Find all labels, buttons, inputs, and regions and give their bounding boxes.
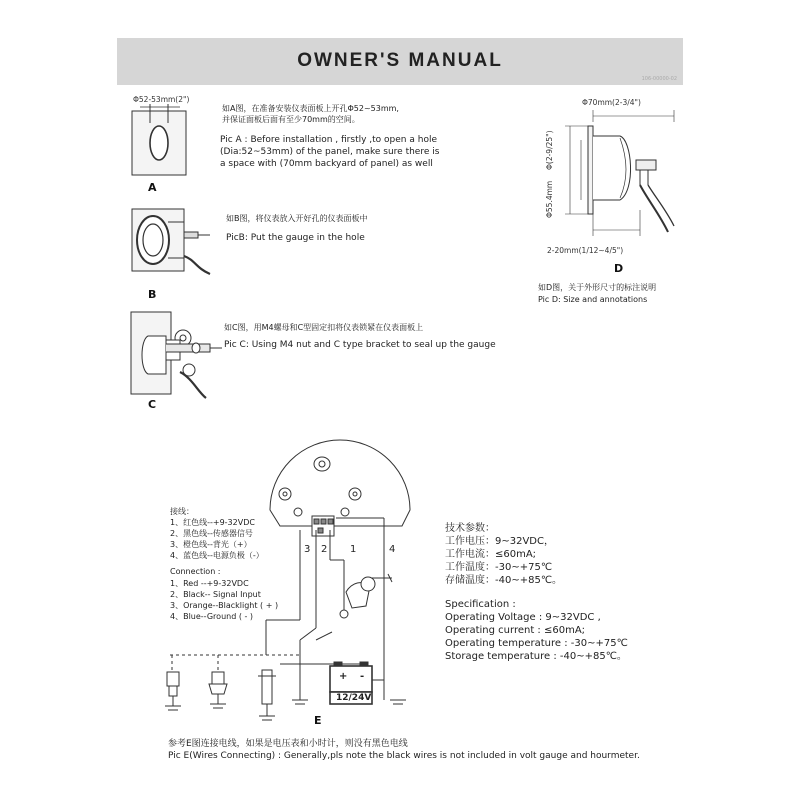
pic-a-zh-line-2: 并保证面板后面有至少70mm的空间。 <box>222 115 360 124</box>
wiring-zh-item: 3、橙色线--背光（+） <box>170 540 252 549</box>
pic-a-en-line-2: (Dia:52~53mm) of the panel, make sure there is <box>220 147 440 157</box>
wiring-zh-item: 4、蓝色线--电源负极（-） <box>170 551 264 560</box>
pic-c-en: Pic C: Using M4 nut and C type bracket to seal up the gauge <box>224 340 496 350</box>
pic-a-hole-dimension: Φ52-53mm(2") <box>133 95 190 104</box>
pic-d-dim-left-big: Φ55.4mm <box>545 180 554 218</box>
pic-d-illustration <box>565 110 674 236</box>
pic-c-illustration <box>131 312 222 398</box>
pic-c-label: C <box>148 398 157 411</box>
footer-en: Pic E(Wires Connecting) : Generally,pls note the black wires is not included in volt gauge and hourmeter. <box>168 751 640 761</box>
wire-number: 3 <box>304 544 311 555</box>
pic-d-zh: 如D图，关于外形尺寸的标注说明 <box>538 283 657 292</box>
pic-d-label: D <box>614 262 624 275</box>
pic-b-zh: 如B图，将仪表放入开好孔的仪表面板中 <box>226 214 368 223</box>
pic-b-en: PicB: Put the gauge in the hole <box>226 233 365 243</box>
pic-b-label: B <box>148 288 157 301</box>
battery-minus: - <box>360 671 365 682</box>
specs-en-item: Storage temperature : -40~+85℃。 <box>445 651 627 662</box>
specs-en-item: Operating temperature : -30~+75℃ <box>445 638 628 649</box>
pic-d-dim-left-small: Φ(2-9/25") <box>545 130 554 170</box>
specs-zh-item: 工作电流：≤60mA; <box>445 549 537 560</box>
specs-en-item: Operating Voltage : 9~32VDC , <box>445 612 601 623</box>
pic-a-illustration <box>132 104 186 175</box>
battery-plus: + <box>339 671 348 682</box>
footer-zh: 参考E图连接电线，如果是电压表和小时计，则没有黑色电线 <box>168 739 408 749</box>
wiring-en-title: Connection : <box>170 567 221 576</box>
pic-b-illustration <box>132 209 210 274</box>
pic-a-en-line-3: a space with (70mm backyard of panel) as well <box>220 159 433 169</box>
pic-c-zh: 如C图，用M4螺母和C型固定扣将仪表锁紧在仪表面板上 <box>224 323 424 332</box>
wiring-en-item: 3、Orange--Blacklight ( + ) <box>170 601 279 610</box>
specs-zh-title: 技术参数： <box>445 523 495 534</box>
wiring-zh-item: 1、红色线--+9-32VDC <box>170 518 255 527</box>
pic-e-label: E <box>314 714 322 727</box>
wire-number: 1 <box>350 544 357 555</box>
specs-zh-item: 存储温度：-40~+85℃。 <box>445 575 563 586</box>
wiring-en-item: 2、Black-- Signal Input <box>170 590 261 599</box>
specs-en-item: Operating current : ≤60mA; <box>445 625 586 636</box>
page-title: OWNER'S MANUAL <box>297 50 503 71</box>
battery-voltage: 12/24V <box>336 693 372 703</box>
wiring-zh-item: 2、黑色线--传感器信号 <box>170 529 253 538</box>
pic-d-dim-bottom: 2-20mm(1/12~4/5") <box>547 246 624 255</box>
pic-a-label: A <box>148 181 157 194</box>
pic-d-en: Pic D: Size and annotations <box>538 295 648 304</box>
pic-d-dim-top: Φ70mm(2-3/4") <box>582 98 641 107</box>
wire-number: 2 <box>321 544 328 555</box>
wiring-en-item: 4、Blue--Ground ( - ) <box>170 612 254 621</box>
pic-a-zh-line-1: 如A图，在准备安装仪表面板上开孔Φ52~53mm, <box>222 104 399 113</box>
specs-en-title: Specification : <box>445 599 516 610</box>
pic-a-en-line-1: Pic A : Before installation , firstly ,to open a hole <box>220 135 437 145</box>
specs-zh-item: 工作电压：9~32VDC， <box>445 536 554 547</box>
wiring-en-item: 1、Red --+9-32VDC <box>170 579 249 588</box>
wiring-zh-title: 接线： <box>170 507 194 516</box>
specs-zh-item: 工作温度：-30~+75℃ <box>445 562 553 573</box>
wire-number: 4 <box>389 544 396 555</box>
doc-code: 106-00000-02 <box>641 76 677 82</box>
